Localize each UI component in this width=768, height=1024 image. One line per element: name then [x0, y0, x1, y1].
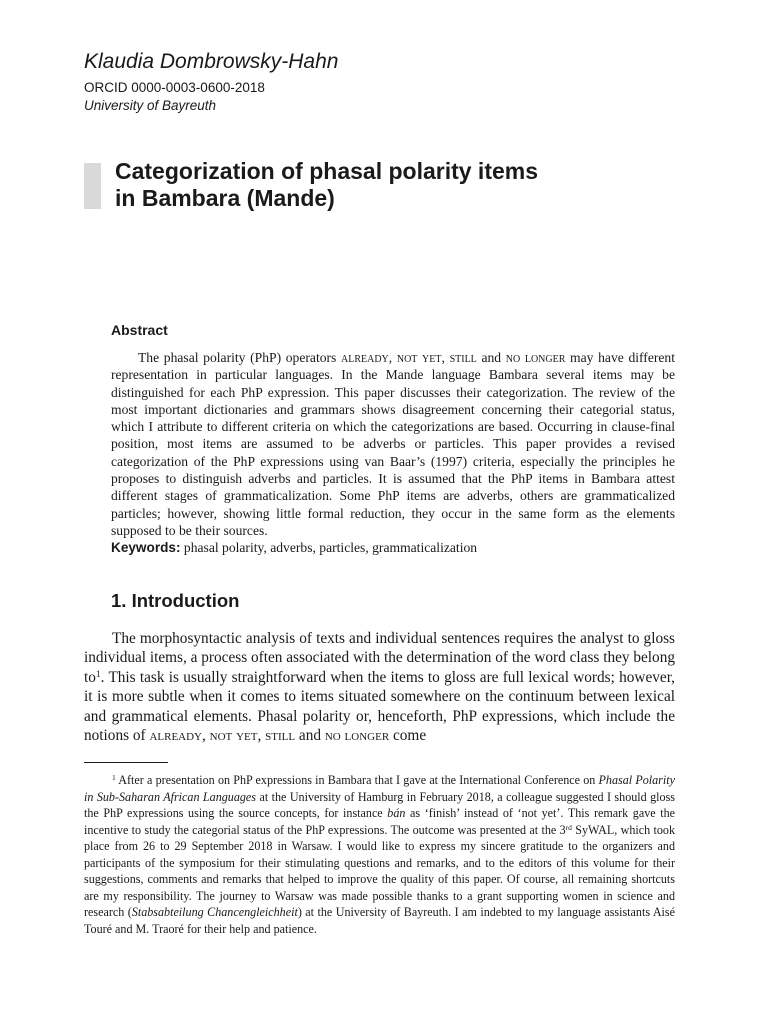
intro-text-part: . This task is usually straightforward when the items to gloss are full lexical words; however, it is more subtle when it comes to items situated somewhere on the continuum between lexical and grammatical elements. Phasal polarity or, henceforth, PhP expressions, which include the notions of	[84, 668, 675, 745]
footnote-text-part: as ‘finish’ instead of ‘not yet’. This remark gave the incentive to study the categorial status of the PhP expressions. The outcome was presented at the 3	[84, 806, 675, 837]
footnote-text-part: ) at the University of Bayreuth. I am indebted to my language assistants Aisé Touré and M. Traoré for their help and patience.	[84, 905, 675, 936]
intro-separator: ,	[257, 727, 266, 745]
intro-separator: and	[295, 727, 325, 745]
section-heading-introduction: 1. Introduction	[111, 590, 240, 611]
funding-office-name: Stabsabteilung Chancengleichheit	[131, 905, 298, 919]
paper-title	[115, 158, 538, 212]
abstract-heading: Abstract	[111, 322, 168, 338]
orcid-id: ORCID 0000-0003-0600-2018	[84, 80, 265, 95]
php-term: no longer	[324, 727, 390, 745]
php-term: already	[149, 727, 202, 745]
php-term: still	[265, 727, 296, 745]
footnote-text-part: at the University of Hamburg in February 2018, a colleague suggested I should gloss the PhP expressions using the source concepts, for instance	[84, 789, 675, 820]
affiliation: University of Bayreuth	[84, 98, 217, 113]
conference-name: Phasal Polarity in Sub-Saharan African Languages	[84, 773, 675, 804]
abstract-text	[111, 349, 675, 539]
php-term: no longer	[505, 350, 566, 365]
footnote-text-part: After a presentation on PhP expressions in Bambara that I gave at the International Conference on	[115, 773, 599, 787]
bambara-word: bán	[387, 806, 406, 820]
paper-title-line-2: in Bambara (Mande)	[115, 185, 335, 211]
author-name: Klaudia Dombrowsky-Hahn	[84, 50, 339, 73]
intro-text-part: The morphosyntactic analysis of texts and individual sentences requires the analyst to gloss individual items, a process often associated with the determination of the word class they belong to	[84, 630, 675, 686]
intro-text-part: come	[389, 727, 427, 745]
keywords-text: phasal polarity, adverbs, particles, grammaticalization	[180, 540, 478, 555]
keywords-label: Keywords:	[111, 540, 181, 555]
footnote-divider	[84, 762, 168, 763]
keywords-line	[111, 540, 477, 556]
php-term: still	[449, 350, 477, 365]
footnote-reference: 1	[95, 669, 101, 680]
php-term: already	[341, 350, 389, 365]
footnote-number: 1	[112, 772, 116, 782]
introduction-paragraph	[84, 629, 675, 745]
php-term: not yet	[209, 727, 258, 745]
intro-separator: ,	[202, 727, 210, 745]
abstract-text-part: The phasal polarity (PhP) operators	[138, 350, 341, 365]
title-accent-bar	[84, 163, 101, 209]
abstract-text-part: may have different representation in particular languages. In the Mande language Bambara several items may be distinguished for each PhP expression. This paper discusses their categorization. The review of the most important dictionaries and grammars shows disagreement concerning their categorial status, which I attribute to different criteria on which the categorizations are based. Occurring in clause-final position, most items are assumed to be adverbs or particles. This paper provides a revised categorization of the PhP expressions using van Baar’s (1997) criteria, especially the principles he proposes to distinguish adverbs and particles. It is assumed that the PhP items in Bambara attest different stages of grammaticalization. Some PhP items are adverbs, others are grammaticalized particles; however, showing little formal reduction, they occur in the same form as the elements supposed to be their sources.	[111, 350, 675, 538]
ordinal-suffix: rd	[565, 822, 572, 832]
abstract-separator: ,	[441, 350, 450, 365]
paper-title-line-1: Categorization of phasal polarity items	[115, 158, 539, 184]
php-term: not yet	[396, 350, 442, 365]
abstract-separator: and	[476, 350, 506, 365]
footnote-text-part: SyWAL, which took place from 26 to 29 September 2018 in Warsaw. I would like to express my sincere gratitude to the organizers and participants of the symposium for their stimulating questions and remarks, and to the editors of this volume for their suggestions, comments and remarks that helped to improve the quality of this paper. Of course, all remaining shortcuts are my responsibility. The journey to Warsaw was made possible thanks to a grant supporting women in science and research (	[84, 822, 675, 919]
abstract-separator: ,	[388, 350, 397, 365]
footnote-1	[84, 772, 675, 937]
